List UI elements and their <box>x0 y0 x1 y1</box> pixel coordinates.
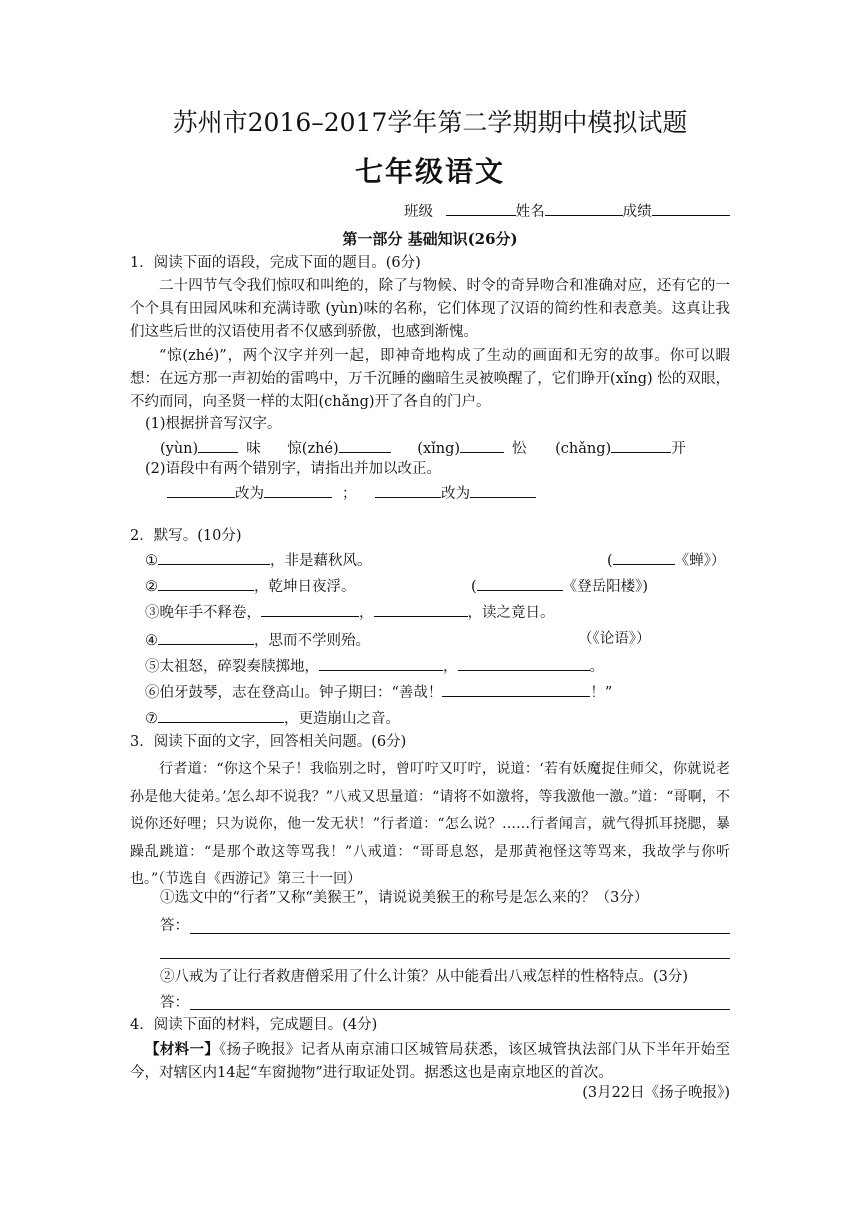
q3-passage-text: 行者道：“你这个呆子！我临别之时，曾叮咛又叮咛，说道：‘若有妖魔捉住师父，你就说老孙是他大徒弟。’怎么却不说我？”八戒又思量道：“请将不如激将，等我激他一激。”道：“哥啊，不说你还好哩；只为说你，他一发无状！”行者道：“怎么说？……行者闻言，就气得抓耳挠腮，暴躁乱跳道：“是那个敢这等骂我！”八戒道：“哥哥息怒，是那黄袍怪这等骂来，我故学与你听也。” <box>130 761 730 887</box>
pinyin-chang-suffix: 开 <box>671 441 686 457</box>
q2-l4-num: ④ <box>145 633 158 649</box>
q2-l6-text: ⑥伯牙鼓琴，志在登高山。钟子期曰：“善哉！ <box>145 685 443 701</box>
correct-char-1-blank <box>264 482 332 498</box>
q2-line-5 <box>145 655 604 677</box>
q2-l3-end: ，读之竟日。 <box>467 605 555 621</box>
q2-l3-blank-1 <box>261 601 359 617</box>
wrong-char-1-blank <box>167 482 235 498</box>
q2-l4-text: ，思而不学则殆。 <box>254 633 370 649</box>
q2-l1-blank <box>158 549 270 565</box>
q1-correction-row <box>167 482 536 504</box>
name-label: 姓名 <box>515 204 545 220</box>
q2-line-6 <box>145 681 612 703</box>
q2-l5-text: ⑤太祖怒，碎裂奏牍掷地， <box>145 659 319 675</box>
q2-l3-text: ③晚年手不释卷， <box>145 605 261 621</box>
q3-passage <box>130 756 730 894</box>
q3-answer-2-label: 答： <box>160 995 189 1011</box>
pinyin-yun-suffix: 味 <box>246 441 261 457</box>
pinyin-zhe: 惊(zhé) <box>287 441 339 457</box>
q2-l4-blank <box>158 629 254 645</box>
correct-char-2-blank <box>470 482 536 498</box>
q2-l2-blank <box>158 575 254 591</box>
q1-paragraph-1: 二十四节气令我们惊叹和叫绝的，除了与物候、时令的奇异吻合和准确对应，还有它的一个个具有田园风味和充满诗歌 (yùn)味的名称，它们体现了汉语的简约性和表意美。这真让我们这些后世的汉语使用者不仅感到骄傲，也感到渐愧。 <box>130 278 730 340</box>
q4-material-1-label: 【材料一】 <box>145 1041 220 1058</box>
exam-subject: 七年级语文 <box>354 155 505 188</box>
q2-l5-mid: ， <box>443 659 458 675</box>
wrong-char-2-blank <box>375 482 441 498</box>
name-blank <box>545 200 623 216</box>
q2-l2-author-blank <box>477 575 563 591</box>
q4-material-1 <box>130 1038 730 1085</box>
student-info-row <box>404 200 730 222</box>
class-label: 班级 <box>404 204 433 220</box>
q2-l7-text: ，更造崩山之音。 <box>284 711 400 727</box>
q3-answer-1-line-2 <box>160 958 730 959</box>
q2-l2-src: 《登岳阳楼》) <box>562 579 649 595</box>
q2-l5-end: 。 <box>589 659 604 675</box>
q2-l3-mid: ， <box>359 605 374 621</box>
q2-l6-blank <box>442 681 590 697</box>
q2-l1-num: ① <box>145 553 158 569</box>
q2-l6-end: ！” <box>590 685 613 701</box>
q3-subquestion-1: ①选文中的“行者”又称“美猴王”，请说说美猴王的称号是怎么来的？（3分） <box>160 890 649 906</box>
q3-answer-1-label: 答： <box>160 918 189 934</box>
pinyin-yun: (yùn) <box>160 441 199 457</box>
pinyin-zhe-blank <box>339 437 391 453</box>
q1-sub1: (1)根据拼音写汉字。 <box>145 416 282 432</box>
q2-l1-text: ，非是藉秋风。 <box>270 553 372 569</box>
q2-line-1-source: ( 《蝉》） <box>607 549 725 571</box>
q2-l3-blank-2 <box>374 601 468 617</box>
q3-answer-2-line <box>190 1009 730 1010</box>
q2-line-2 <box>145 575 356 597</box>
q2-line-2-source: ( 《登岳阳楼》) <box>471 575 648 597</box>
pinyin-xing: (xǐng) <box>417 441 461 457</box>
q2-l5-blank-2 <box>458 655 590 671</box>
q2-l5-blank-1 <box>319 655 443 671</box>
q2-line-1 <box>145 549 372 571</box>
q2-l2-text: ，乾坤日夜浮。 <box>254 579 356 595</box>
fix-word-1: 改为 <box>235 486 264 502</box>
score-label: 成绩 <box>622 204 652 220</box>
pinyin-yun-blank <box>198 437 238 453</box>
q2-l1-src: 《蝉》） <box>674 553 726 569</box>
q1-pinyin-row <box>160 437 686 459</box>
q1-paragraph-2: “惊(zhé)”，两个汉字并列一起，即神奇地构成了生动的画面和无穷的故事。你可以暇想：在远方那一声初始的雷鸣中，万千沉睡的幽暗生灵被唤醒了，它们睁开(xǐng) 忪的双眼，不约而同，向圣贤一样的太阳(chǎng)开了各自的门户。 <box>130 348 730 410</box>
q4-material-1-source: (3月22日《扬子晚报》) <box>582 1085 730 1101</box>
q2-line-3 <box>145 601 555 623</box>
fix-separator: ； <box>342 486 357 502</box>
q2-l1-author-blank <box>613 549 675 565</box>
q3-subquestion-2: ②八戒为了让行者救唐僧采用了什么计策？从中能看出八戒怎样的性格特点。(3分) <box>160 969 689 985</box>
q2-l7-blank <box>158 707 284 723</box>
q2-l7-num: ⑦ <box>145 711 158 727</box>
pinyin-xing-suffix: 忪 <box>512 441 527 457</box>
score-blank <box>652 200 730 216</box>
pinyin-chang-blank <box>611 437 671 453</box>
q2-line-7 <box>145 707 400 729</box>
q2-l2-num: ② <box>145 579 158 595</box>
q1-sub2: (2)语段中有两个错别字，请指出并加以改正。 <box>145 461 442 477</box>
q2-stem: 2．默写。(10分) <box>130 528 242 544</box>
pinyin-xing-blank <box>460 437 504 453</box>
fix-word-2: 改为 <box>441 486 471 502</box>
q4-stem: 4．阅读下面的材料，完成题目。(4分) <box>130 1017 378 1033</box>
q3-stem: 3．阅读下面的文字，回答相关问题。(6分) <box>130 734 407 750</box>
q2-line-4 <box>145 629 370 651</box>
pinyin-chang: (chǎng) <box>555 441 612 457</box>
exam-title: 苏州市2016–2017学年第二学期期中模拟试题 <box>172 108 688 137</box>
q2-l4-src: （《论语》） <box>578 631 651 647</box>
section-title: 第一部分 基础知识(26分) <box>342 230 518 248</box>
class-blank <box>446 200 516 216</box>
q1-stem: 1．阅读下面的语段，完成下面的题目。(6分) <box>130 255 421 271</box>
q4-material-1-text: 《扬子晚报》记者从南京浦口区城管局获悉，该区城管执法部门从下半年开始至今，对辖区内14起“车窗抛物”进行取证处罚。据悉这也是南京地区的首次。 <box>130 1042 731 1081</box>
q3-answer-1-line-1 <box>190 933 730 934</box>
q3-passage-source: （节选自《西游记》第三十一回） <box>158 871 362 887</box>
